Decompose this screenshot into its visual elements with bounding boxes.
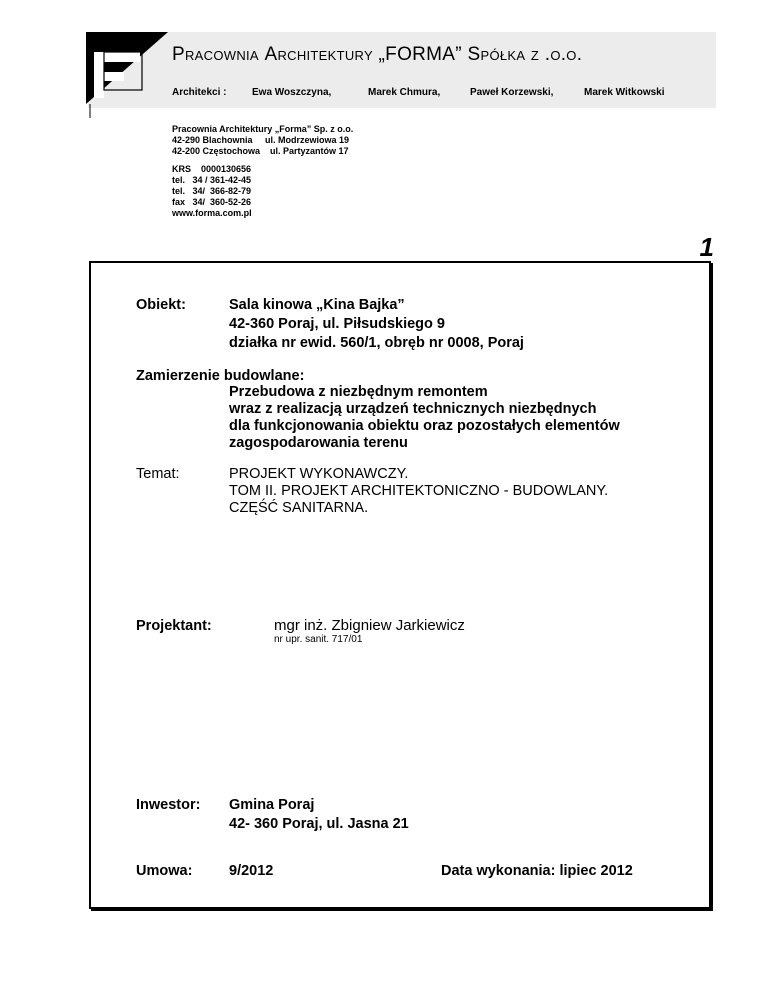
obiekt-line: działka nr ewid. 560/1, obręb nr 0008, Poraj xyxy=(229,335,524,351)
data-wykonania: Data wykonania: lipiec 2012 xyxy=(441,863,633,879)
umowa-label: Umowa: xyxy=(136,863,193,879)
umowa-value: 9/2012 xyxy=(229,863,274,879)
temat-line: PROJEKT WYKONAWCZY. xyxy=(229,466,409,482)
contact-line: KRS 0000130656 xyxy=(172,164,252,174)
temat-label: Temat: xyxy=(136,466,180,482)
architects-label: Architekci : xyxy=(172,87,227,98)
contact-line: www.forma.com.pl xyxy=(172,208,252,218)
zamierzenie-line: dla funkcjonowania obiektu oraz pozostałych elementów xyxy=(229,418,620,434)
address-line: Pracownia Architektury „Forma” Sp. z o.o. xyxy=(172,124,354,134)
inwestor-line: Gmina Poraj xyxy=(229,797,315,813)
company-contact xyxy=(172,164,252,219)
zamierzenie-line: zagospodarowania terenu xyxy=(229,435,408,451)
architect-name: Paweł Korzewski, xyxy=(470,87,554,98)
zamierzenie-label: Zamierzenie budowlane: xyxy=(136,368,305,384)
architect-name: Marek Chmura, xyxy=(368,87,441,98)
obiekt-line: Sala kinowa „Kina Bajka” xyxy=(229,297,405,313)
temat-line: CZĘŚĆ SANITARNA. xyxy=(229,500,369,516)
temat-line: TOM II. PROJEKT ARCHITEKTONICZNO - BUDOWLANY. xyxy=(229,483,609,499)
architect-name: Marek Witkowski xyxy=(584,87,665,98)
contact-line: fax 34/ 360-52-26 xyxy=(172,197,252,207)
contact-line: tel. 34/ 366-82-79 xyxy=(172,186,252,196)
inwestor-label: Inwestor: xyxy=(136,797,201,813)
obiekt-label: Obiekt: xyxy=(136,297,186,313)
address-line: 42-290 Blachownia ul. Modrzewiowa 19 xyxy=(172,135,350,145)
projektant-license: nr upr. sanit. 717/01 xyxy=(274,634,363,645)
address-line: 42-200 Częstochowa ul. Partyzantów 17 xyxy=(172,146,349,156)
zamierzenie-line: wraz z realizacją urządzeń technicznych niezbędnych xyxy=(229,401,597,417)
zamierzenie-line: Przebudowa z niezbędnym remontem xyxy=(229,384,488,400)
projektant-label: Projektant: xyxy=(136,618,212,634)
projektant-name: mgr inż. Zbigniew Jarkiewicz xyxy=(274,617,465,634)
company-address xyxy=(172,124,353,157)
inwestor-line: 42- 360 Poraj, ul. Jasna 21 xyxy=(229,816,409,832)
contact-line: tel. 34 / 361-42-45 xyxy=(172,175,252,185)
company-name: Pracownia Architektury „FORMA” Spółka z .o.o. xyxy=(172,44,583,65)
page-number: 1 xyxy=(699,232,714,262)
forma-logo-icon xyxy=(86,32,168,118)
architect-name: Ewa Woszczyna, xyxy=(252,87,332,98)
obiekt-line: 42-360 Poraj, ul. Piłsudskiego 9 xyxy=(229,316,445,332)
